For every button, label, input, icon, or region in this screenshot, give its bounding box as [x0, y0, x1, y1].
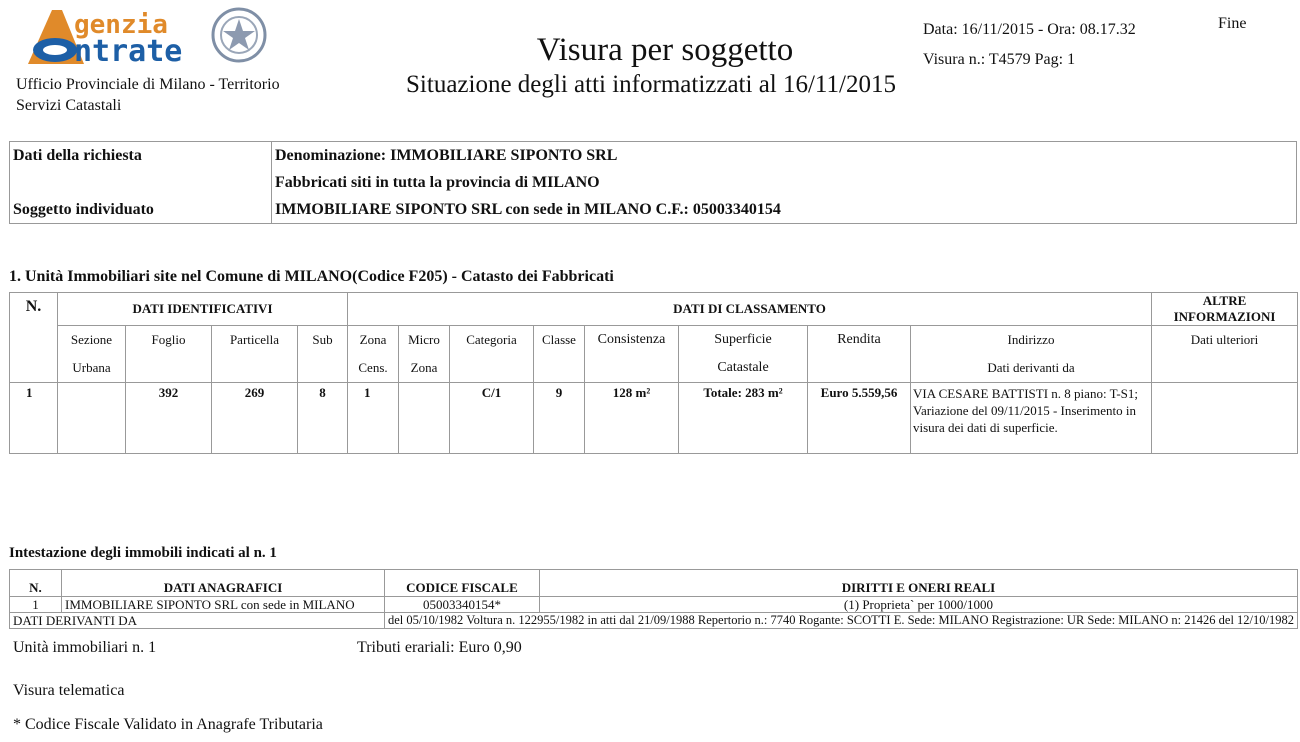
request-table — [9, 141, 1297, 224]
row-sub: 8 — [298, 383, 348, 454]
row-categoria: C/1 — [450, 383, 534, 454]
row-zona: 1 — [348, 383, 399, 454]
group-classamento: DATI DI CLASSAMENTO — [348, 293, 1152, 326]
derivanti-value: del 05/10/1982 Voltura n. 122955/1982 in atti dal 21/09/1988 Repertorio n.: 7740 Rogante: SCOTTI E. Sede: MILANO Registrazione: UR Sede: MILANO n: 21426 del 12/10/1982 — [384, 613, 1297, 629]
col-foglio-2 — [126, 354, 212, 383]
col-sub-2 — [298, 354, 348, 383]
col-foglio: Foglio — [126, 326, 212, 355]
owner-anagrafici: IMMOBILIARE SIPONTO SRL con sede in MILANO — [62, 597, 385, 613]
col-categoria-2 — [450, 354, 534, 383]
agenzia-entrate-logo — [14, 4, 274, 74]
col-consistenza: Consistenza — [585, 326, 679, 355]
units-table — [9, 292, 1298, 454]
owner-n: 1 — [10, 597, 62, 613]
footnote: * Codice Fiscale Validato in Anagrafe Tributaria — [13, 716, 323, 733]
row-n: 1 — [10, 383, 58, 454]
col-particella-2 — [212, 354, 298, 383]
row-superficie: Totale: 283 m² — [679, 383, 808, 454]
owner-diritti: (1) Proprieta` per 1000/1000 — [539, 597, 1297, 613]
col-consistenza-2 — [585, 354, 679, 383]
derivanti-row — [10, 613, 1298, 629]
visura-number: Visura n.: T4579 Pag: 1 — [923, 51, 1076, 68]
col-zona: Zona — [348, 326, 399, 355]
page-subtitle: Situazione degli atti informatizzati al 16/11/2015 — [406, 71, 896, 98]
row-consistenza: 128 m² — [585, 383, 679, 454]
office-block — [16, 74, 280, 116]
col-derivanti: Dati derivanti da — [911, 354, 1152, 383]
visura-telematica: Visura telematica — [13, 682, 125, 699]
col-rendita-2 — [808, 354, 911, 383]
fine-label: Fine — [1218, 15, 1247, 32]
row-indirizzo: VIA CESARE BATTISTI n. 8 piano: T-S1; Variazione del 09/11/2015 - Inserimento in visura dei dati di superficie. — [911, 383, 1152, 454]
owner-col-anagrafici: DATI ANAGRAFICI — [62, 570, 385, 597]
col-superficie-2: Catastale — [679, 354, 808, 383]
col-classe-2 — [534, 354, 585, 383]
owner-cf: 05003340154* — [384, 597, 539, 613]
office-line1: Ufficio Provinciale di Milano - Territorio — [16, 76, 280, 93]
row-classe: 9 — [534, 383, 585, 454]
logo-line1: genzia — [74, 10, 168, 40]
row-particella: 269 — [212, 383, 298, 454]
derivanti-label: DATI DERIVANTI DA — [10, 613, 385, 629]
denominazione: Denominazione: IMMOBILIARE SIPONTO SRL — [275, 146, 618, 164]
soggetto-label: Soggetto individuato — [10, 196, 272, 224]
date-time: Data: 16/11/2015 - Ora: 08.17.32 — [923, 21, 1136, 38]
col-sezione-2: Urbana — [58, 354, 126, 383]
col-n: N. — [10, 293, 58, 383]
owner-col-cf: CODICE FISCALE — [384, 570, 539, 597]
col-micro-2: Zona — [399, 354, 450, 383]
col-sezione: Sezione — [58, 326, 126, 355]
owner-col-diritti: DIRITTI E ONERI REALI — [539, 570, 1297, 597]
soggetto-value: IMMOBILIARE SIPONTO SRL con sede in MILANO C.F.: 05003340154 — [275, 200, 781, 218]
tributi: Tributi erariali: Euro 0,90 — [357, 639, 522, 656]
col-classe: Classe — [534, 326, 585, 355]
section1-title: 1. Unità Immobiliari site nel Comune di MILANO(Codice F205) - Catasto dei Fabbricati — [9, 268, 614, 285]
owners-table — [9, 569, 1298, 629]
table-row — [10, 597, 1298, 613]
col-zona-2: Cens. — [348, 354, 399, 383]
table-row — [10, 383, 1298, 454]
col-superficie: Superficie — [679, 326, 808, 355]
col-rendita: Rendita — [808, 326, 911, 355]
owner-col-n: N. — [10, 570, 62, 597]
col-categoria: Categoria — [450, 326, 534, 355]
meta-block — [923, 15, 1136, 75]
office-line2: Servizi Catastali — [16, 97, 122, 114]
col-ulteriori-2 — [1152, 354, 1298, 383]
col-micro: Micro — [399, 326, 450, 355]
col-sub: Sub — [298, 326, 348, 355]
row-micro — [399, 383, 450, 454]
row-ulteriori — [1152, 383, 1298, 454]
emblem-icon — [210, 6, 268, 64]
unita-count: Unità immobiliari n. 1 — [13, 639, 157, 656]
row-foglio: 392 — [126, 383, 212, 454]
row-rendita: Euro 5.559,56 — [808, 383, 911, 454]
fabbricati: Fabbricati siti in tutta la provincia di MILANO — [275, 173, 600, 191]
group-altre: ALTRE INFORMAZIONI — [1152, 293, 1298, 326]
page-title: Visura per soggetto — [536, 32, 794, 68]
col-indirizzo: Indirizzo — [911, 326, 1152, 355]
section2-title: Intestazione degli immobili indicati al n. 1 — [9, 545, 277, 561]
request-label: Dati della richiesta — [10, 142, 272, 170]
col-ulteriori: Dati ulteriori — [1152, 326, 1298, 355]
row-sezione — [58, 383, 126, 454]
col-particella: Particella — [212, 326, 298, 355]
title-block — [406, 30, 910, 100]
logo-line2: ntrate — [74, 34, 183, 69]
group-identificativi: DATI IDENTIFICATIVI — [58, 293, 348, 326]
